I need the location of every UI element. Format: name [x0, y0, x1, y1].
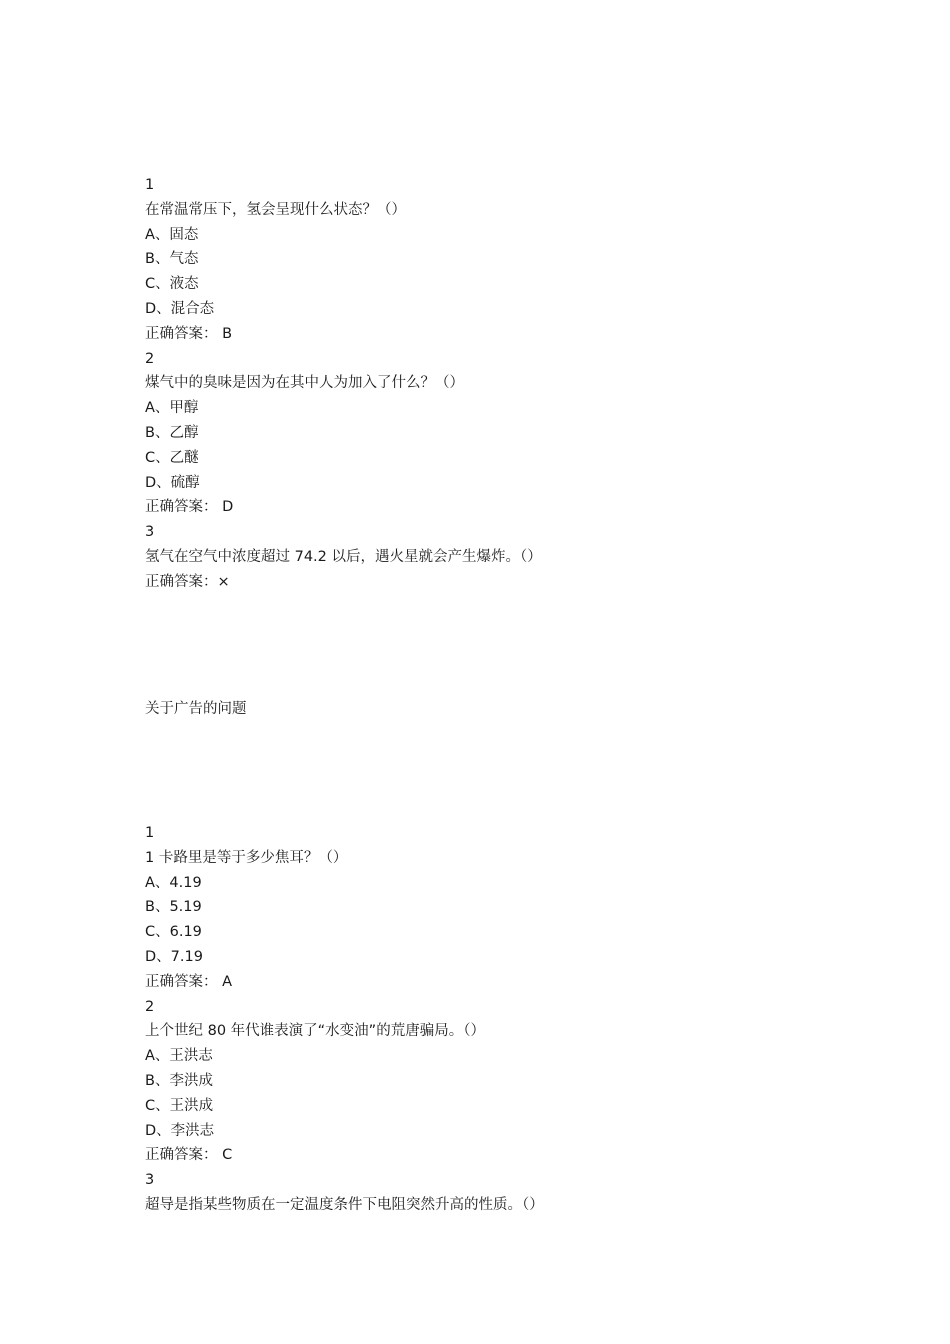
option-c: C、王洪成 [145, 1097, 214, 1114]
question-text: 煤气中的臭味是因为在其中人为加入了什么？（） [145, 375, 464, 392]
question-text: 在常温常压下，氢会呈现什么状态？（） [145, 201, 406, 218]
question-text: 上个世纪 80 年代谁表演了“水变油”的荒唐骗局。（） [145, 1023, 485, 1040]
question-section-1 [145, 173, 845, 595]
question-number: 2 [145, 350, 155, 367]
question-number: 3 [145, 1172, 155, 1189]
option-b: B、5.19 [145, 899, 202, 916]
question-number: 3 [145, 524, 155, 541]
option-b: B、气态 [145, 251, 199, 268]
option-a: A、王洪志 [145, 1048, 213, 1065]
question-text: 1 卡路里是等于多少焦耳？（） [145, 849, 348, 866]
option-a: A、甲醇 [145, 400, 199, 417]
question-text: 超导是指某些物质在一定温度条件下电阻突然升高的性质。（） [145, 1196, 544, 1213]
option-d: D、李洪志 [145, 1122, 215, 1139]
question-number: 1 [145, 825, 155, 841]
question-number: 1 [145, 177, 155, 193]
question-text: 氢气在空气中浓度超过 74.2 以后，遇火星就会产生爆炸。（） [145, 548, 542, 565]
correct-answer: 正确答案： A [145, 973, 233, 990]
option-a: A、固态 [145, 226, 199, 243]
question-number: 2 [145, 998, 155, 1015]
option-b: B、乙醇 [145, 424, 199, 441]
option-c: C、乙醚 [145, 449, 199, 466]
correct-answer: 正确答案： C [145, 1147, 233, 1164]
option-d: D、硫醇 [145, 474, 200, 491]
option-b: B、李洪成 [145, 1072, 213, 1089]
question-section-2 [145, 821, 845, 1218]
option-d: D、7.19 [145, 948, 203, 965]
option-c: C、6.19 [145, 924, 202, 941]
option-d: D、混合态 [145, 300, 215, 317]
option-a: A、4.19 [145, 874, 202, 891]
correct-answer: 正确答案： D [145, 499, 234, 516]
correct-answer: 正确答案：× [145, 573, 230, 590]
section-title: 关于广告的问题 [145, 701, 247, 717]
option-c: C、液态 [145, 276, 199, 293]
correct-answer: 正确答案： B [145, 325, 233, 342]
